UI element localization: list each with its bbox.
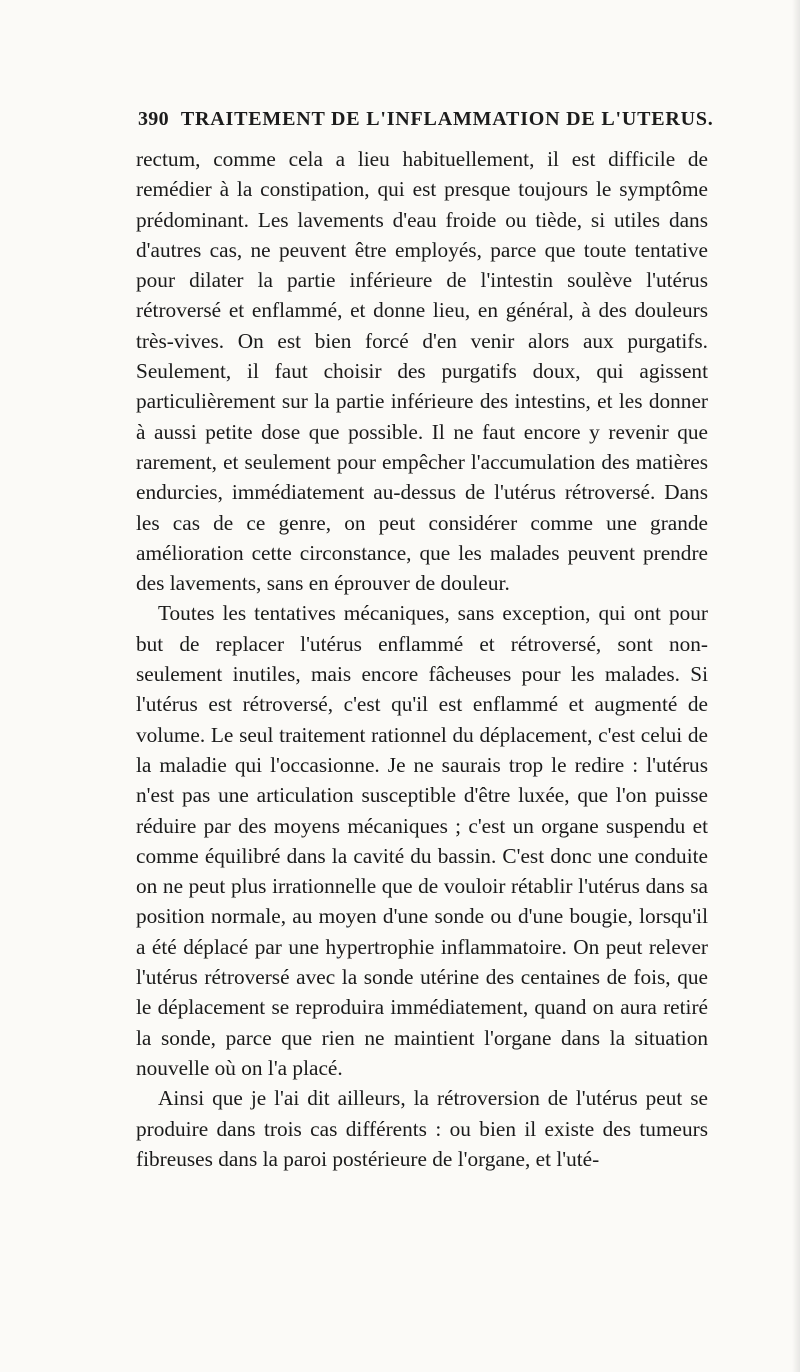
paragraph-1: rectum, comme cela a lieu habituellement, il est difficile de remédier à la constipation, qui est presque toujours le symptôme prédominant. Les lavements d'eau froide ou tiède, si utiles dans d'autres cas, ne peuvent être employés, parce que toute tentative pour dilater la partie inférieure de l'intestin soulève l'utérus rétroversé et enflammé, et donne lieu, en général, à des douleurs très-vives. On est bien forcé d'en venir alors aux purgatifs. Seulement, il faut choisir des purgatifs doux, qui agissent particulièrement sur la partie inférieure des intestins, et les donner à aussi petite dose que possible. Il ne faut encore y revenir que rarement, et seulement pour empêcher l'accumulation des matières endurcies, immédiatement au-dessus de l'utérus rétroversé. Dans les cas de ce genre, on peut considérer comme une grande amélioration cette circonstance, que les malades peuvent prendre des lavements, sans en éprouver de douleur. [136, 147, 708, 596]
running-title: TRAITEMENT DE L'INFLAMMATION DE L'UTERUS. [180, 108, 714, 130]
page-number: 390 [138, 108, 169, 130]
paragraph-2: Toutes les tentatives mécaniques, sans exception, qui ont pour but de replacer l'utérus enflammé et rétroversé, sont non-seulement inutiles, mais encore fâcheuses pour les malades. Si l'utérus est rétroversé, c'est qu'il est enflammé et augmenté de volume. Le seul traitement rationnel du déplacement, c'est celui de la maladie qui l'occasionne. Je ne saurais trop le redire : l'utérus n'est pas une articulation susceptible d'être luxée, que l'on puisse réduire par des moyens mécaniques ; c'est un organe suspendu et comme équilibré dans la cavité du bassin. C'est donc une conduite on ne peut plus irrationnelle que de vouloir rétablir l'utérus dans sa position normale, au moyen d'une sonde ou d'une bougie, lorsqu'il a été déplacé par une hypertrophie inflammatoire. On peut relever l'utérus rétroversé avec la sonde utérine des centaines de fois, que le déplacement se reproduira immédiatement, quand on aura retiré la sonde, parce que rien ne maintient l'organe dans la situation nouvelle où on l'a placé. [136, 601, 708, 1080]
page-edge-shadow [792, 0, 800, 1372]
body-text [136, 144, 708, 1174]
paragraph-3: Ainsi que je l'ai dit ailleurs, la rétroversion de l'utérus peut se produire dans trois cas différents : ou bien il existe des tumeurs fibreuses dans la paroi postérieure de l'organe, et l'uté- [136, 1086, 708, 1171]
running-header [138, 107, 714, 131]
